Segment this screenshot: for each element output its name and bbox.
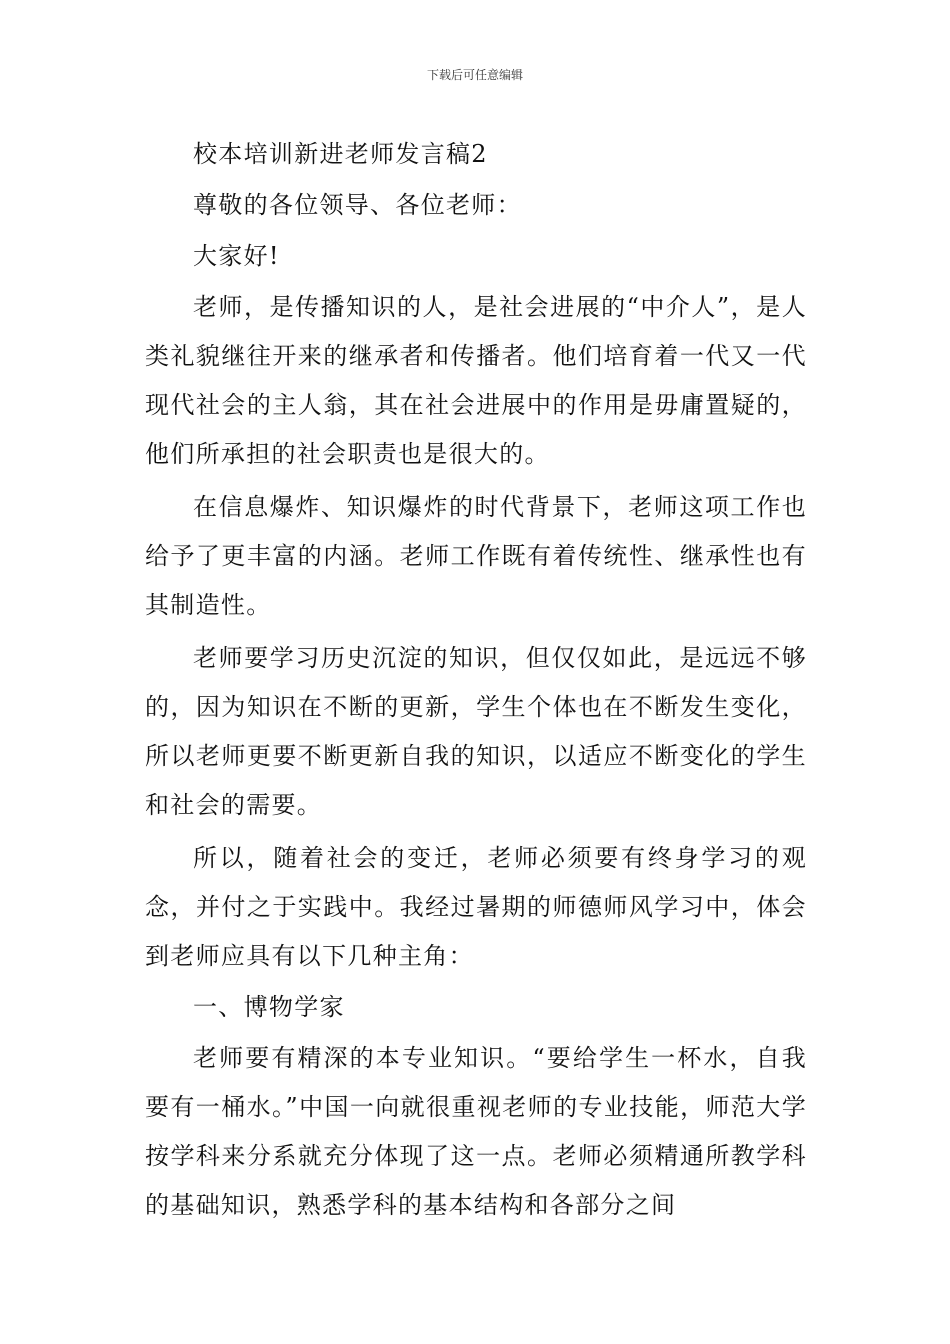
page-header-note: 下载后可任意编辑: [426, 68, 523, 82]
hello-line: 大家好!: [193, 242, 280, 270]
document-body: [145, 130, 807, 1230]
document-title: 校本培训新进老师发言稿2: [193, 140, 488, 168]
paragraph-4: 所以，随着社会的变迁，老师必须要有终身学习的观念，并付之于实践中。我经过暑期的师德师风学习中，体会到老师应具有以下几种主角：: [145, 844, 807, 970]
section-heading-1: 一、博物学家: [193, 993, 345, 1021]
paragraph-3: 老师要学习历史沉淀的知识，但仅仅如此，是远远不够的，因为知识在不断的更新，学生个体也在不断发生变化，所以老师更要不断更新自我的知识，以适应不断变化的学生和社会的需要。: [145, 644, 807, 819]
paragraph-5: 老师要有精深的本专业知识。“要给学生一杯水，自我要有一桶水。”中国一向就很重视老师的专业技能，师范大学按学科来分系就充分体现了这一点。老师必须精通所教学科的基础知识，熟悉学科的基本结构和各部分之间: [145, 1044, 807, 1219]
paragraph-1: 老师，是传播知识的人，是社会进展的“中介人”，是人类礼貌继往开来的继承者和传播者。他们培育着一代又一代现代社会的主人翁，其在社会进展中的作用是毋庸置疑的，他们所承担的社会职责也是很大的。: [145, 293, 807, 468]
paragraph-2: 在信息爆炸、知识爆炸的时代背景下，老师这项工作也给予了更丰富的内涵。老师工作既有着传统性、继承性也有其制造性。: [145, 493, 807, 619]
greeting-line: 尊敬的各位领导、各位老师：: [193, 191, 522, 219]
